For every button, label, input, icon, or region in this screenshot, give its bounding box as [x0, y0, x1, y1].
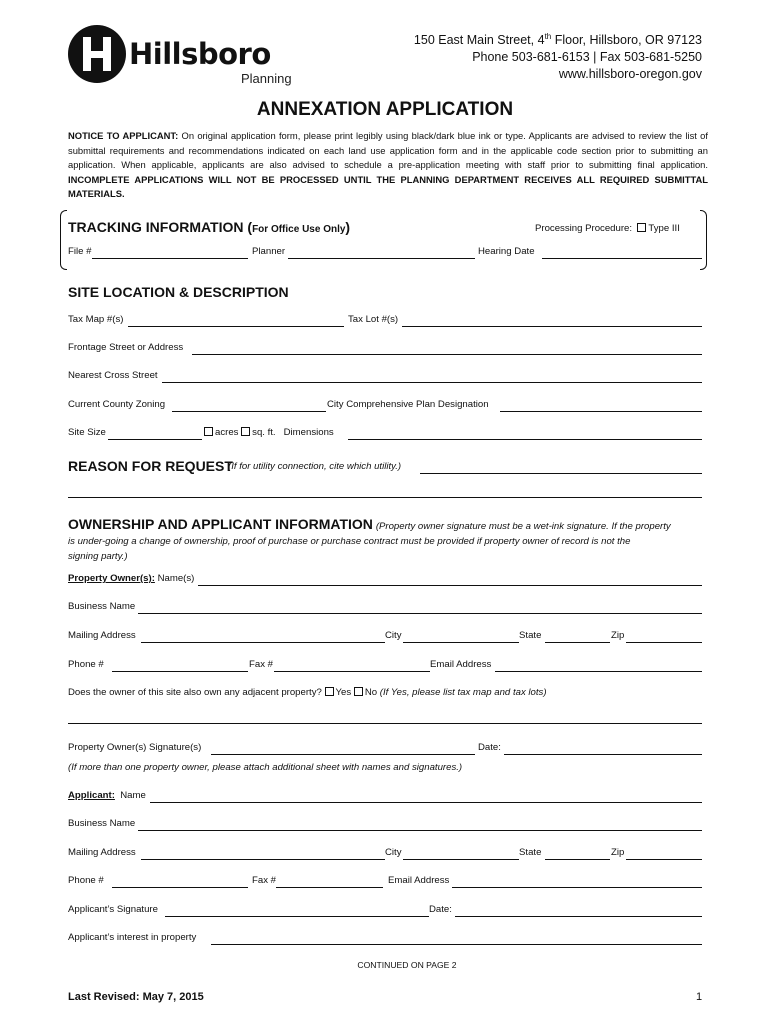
applicant-date-field[interactable] — [455, 916, 702, 917]
owner-business-row: Business Name — [68, 601, 702, 615]
site-size-row: Site Size acres sq. ft. Dimensions — [68, 427, 702, 441]
tracking-bracket-left — [60, 210, 67, 270]
type-iii-checkbox[interactable] — [637, 223, 646, 232]
last-revised: Last Revised: May 7, 2015 — [68, 991, 204, 1003]
county-zoning-field[interactable] — [172, 411, 326, 412]
planner-field[interactable] — [288, 258, 475, 259]
file-number-field[interactable] — [92, 258, 248, 259]
zoning-row: Current County Zoning City Comprehensive Plan Designation — [68, 399, 702, 413]
owner-business-field[interactable] — [138, 613, 702, 614]
dimensions-field[interactable] — [348, 439, 702, 440]
acres-checkbox[interactable] — [204, 427, 213, 436]
adjacent-list-field[interactable] — [68, 723, 702, 724]
applicant-name-row: Applicant: Name — [68, 790, 702, 804]
site-size-field[interactable] — [108, 439, 202, 440]
website: www.hillsboro-oregon.gov — [558, 67, 702, 82]
owner-zip-field[interactable] — [626, 642, 702, 643]
owner-phone-row: Phone # Fax # Email Address — [68, 659, 702, 673]
applicant-mailing-field[interactable] — [141, 859, 385, 860]
applicant-business-row: Business Name — [68, 818, 702, 832]
applicant-mailing-row: Mailing Address City State Zip — [68, 847, 702, 861]
tax-row: Tax Map #(s) Tax Lot #(s) — [68, 314, 702, 328]
tax-lot-field[interactable] — [402, 326, 702, 327]
multi-owner-note: (If more than one property owner, please attach additional sheet with names and signatures.) — [68, 762, 463, 773]
applicant-email-field[interactable] — [452, 887, 702, 888]
hearing-date-field[interactable] — [542, 258, 702, 259]
hillsboro-logo — [67, 23, 297, 87]
owner-name-row: Property Owner(s): Name(s) — [68, 573, 702, 587]
reason-field-2[interactable] — [68, 497, 702, 498]
owner-mailing-field[interactable] — [141, 642, 385, 643]
owner-signature-field[interactable] — [211, 754, 475, 755]
owner-date-field[interactable] — [504, 754, 702, 755]
address-block — [342, 28, 702, 83]
cross-street-field[interactable] — [162, 382, 702, 383]
applicant-business-field[interactable] — [138, 830, 702, 831]
applicant-fax-field[interactable] — [276, 887, 383, 888]
reason-heading: REASON FOR REQUEST — [68, 458, 233, 474]
adjacent-no-checkbox[interactable] — [354, 687, 363, 696]
adjacent-yes-checkbox[interactable] — [325, 687, 334, 696]
hillsboro-h-icon — [67, 23, 127, 85]
processing-procedure: Processing Procedure: Type III — [535, 223, 680, 234]
comp-plan-field[interactable] — [500, 411, 702, 412]
applicant-phone-row: Phone # Fax # Email Address — [68, 875, 702, 889]
notice-paragraph: NOTICE TO APPLICANT: On original application form, please print legibly using black/dark blue ink or type. Applicants are advised to review the list of submittal requirements and recommendations indicated on each land use application form and in the applicable code section prior to submitting an application. When applicable, applicants are also advised to schedule a pre-application meeting with staff prior to submitting final application. INCOMPLETE APPLICATIONS WILL NOT BE PROCESSED UNTIL THE PLANNING DEPARTMENT RECEIVES ALL REQUIRED SUBMITTAL MATERIALS. — [68, 130, 708, 199]
owner-fax-field[interactable] — [274, 671, 430, 672]
owner-phone-field[interactable] — [112, 671, 248, 672]
tax-map-field[interactable] — [128, 326, 344, 327]
logo-subtitle: Planning — [241, 71, 292, 86]
sqft-checkbox[interactable] — [241, 427, 250, 436]
reason-row: REASON FOR REQUEST (If for utility connection, cite which utility.) — [68, 458, 702, 476]
frontage-row: Frontage Street or Address — [68, 342, 702, 356]
applicant-name-field[interactable] — [150, 802, 702, 803]
owner-city-field[interactable] — [403, 642, 519, 643]
owner-state-field[interactable] — [545, 642, 610, 643]
owner-mailing-row: Mailing Address City State Zip — [68, 630, 702, 644]
site-heading: SITE LOCATION & DESCRIPTION — [68, 284, 289, 300]
ownership-heading-block: OWNERSHIP AND APPLICANT INFORMATION (Property owner signature must be a wet-ink signature. If the property is under-going a change of ownership, proof of purchase or purchase contract must be provided if property owner of record is not the signing party.) — [68, 516, 671, 562]
adjacent-property-row: Does the owner of this site also own any adjacent property? Yes No (If Yes, please list tax map and tax lots) — [68, 687, 547, 698]
applicant-interest-field[interactable] — [211, 944, 702, 945]
owner-name-field[interactable] — [198, 585, 702, 586]
continued-note: CONTINUED ON PAGE 2 — [357, 960, 457, 970]
street-address: 150 East Main Street, 4th Floor, Hillsboro, OR 97123 — [413, 32, 702, 48]
applicant-city-field[interactable] — [403, 859, 519, 860]
applicant-signature-row: Applicant’s Signature Date: — [68, 904, 702, 918]
logo-text: Hillsboro — [129, 37, 271, 71]
reason-field[interactable] — [420, 473, 702, 474]
tracking-heading: TRACKING INFORMATION (For Office Use Only) — [68, 219, 351, 235]
tracking-bracket-right — [700, 210, 707, 270]
applicant-interest-row: Applicant’s interest in property — [68, 932, 702, 946]
cross-street-row: Nearest Cross Street — [68, 370, 702, 384]
applicant-phone-field[interactable] — [112, 887, 248, 888]
owner-signature-row: Property Owner(s) Signature(s) Date: — [68, 742, 702, 756]
frontage-field[interactable] — [192, 354, 702, 355]
applicant-signature-field[interactable] — [165, 916, 429, 917]
owner-email-field[interactable] — [495, 671, 702, 672]
tracking-row: File # Planner Hearing Date — [68, 246, 702, 260]
applicant-zip-field[interactable] — [626, 859, 702, 860]
ownership-heading: OWNERSHIP AND APPLICANT INFORMATION — [68, 516, 373, 532]
phone-fax: Phone 503-681-6153 | Fax 503-681-5250 — [472, 50, 702, 65]
page-number: 1 — [696, 991, 703, 1003]
applicant-state-field[interactable] — [545, 859, 610, 860]
page-title: ANNEXATION APPLICATION — [256, 99, 514, 120]
